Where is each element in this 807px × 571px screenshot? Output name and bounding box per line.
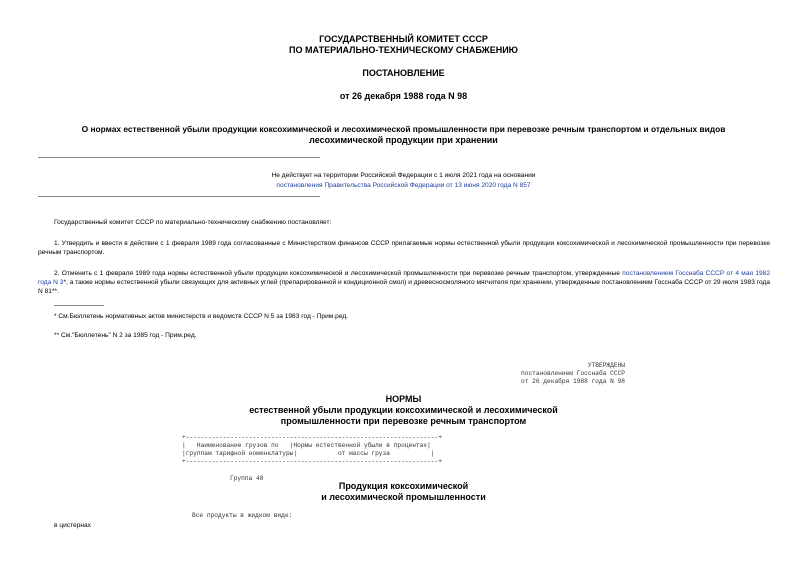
document-date: от 26 декабря 1988 года N 98 — [339, 91, 468, 101]
org-name-line1: ГОСУДАРСТВЕННЫЙ КОМИТЕТ СССР — [319, 34, 488, 44]
paragraph-2-text-b: *, а также нормы естественной убыли связующих для активных углей (препарированной и кондиционной смол) и древесносмоляного мягчителя при хранении, утвержденные постановлением Госснаба СССР от 29 июля 1983 года N 81**. — [38, 279, 771, 295]
table-border-top: +--------------------------------------------------------------------+ — [182, 434, 442, 441]
gossnab-decree-link[interactable]: постановлением Госснаба СССР от 4 мая 1982 года N 3 — [38, 270, 770, 286]
paragraph-2-text-a: 2. Отменить с 1 февраля 1989 года нормы естественной убыли продукции коксохимической и лесохимической промышленности при перевозке речным транспортом, утвержденные — [54, 270, 623, 277]
footnote-1: * См.Бюллетень нормативных актов министерств и ведомств СССР N 5 за 1983 год - Прим.ред. — [54, 313, 349, 320]
divider-bottom — [38, 196, 320, 197]
document-title-line1: О нормах естественной убыли продукции коксохимической и лесохимической промышленности при перевозке речным транспортом и отдельных видов — [81, 124, 726, 134]
intro-paragraph: Государственный комитет СССР по материально-техническому снабжению постановляет: — [54, 219, 332, 226]
document-title-line2: лесохимической продукции при хранении — [309, 135, 498, 145]
footnote-divider — [54, 305, 104, 306]
approved-line3: от 26 декабря 1988 года N 98 — [521, 378, 625, 385]
table-header-row2: |группам тарифной номенклатуры| от массы груза | — [182, 450, 435, 457]
norms-subtitle-line1: естественной убыли продукции коксохимической и лесохимической — [249, 405, 558, 415]
paragraph-1: 1. Утвердить и ввести в действие с 1 февраля 1989 года согласованные с Министерством финансов СССР прилагаемые нормы естественной убыли продукции коксохимической и лесохимической промышленности при перевозке речным транспортом. — [38, 240, 770, 256]
tanks-label: в цистернах — [54, 522, 91, 529]
document-type: ПОСТАНОВЛЕНИЕ — [362, 68, 445, 78]
paragraph-2 — [38, 269, 770, 296]
all-products-label: Все продукты в жидком виде: — [192, 512, 293, 519]
org-name-line2: ПО МАТЕРИАЛЬНО-ТЕХНИЧЕСКОМУ СНАБЖЕНИЮ — [289, 45, 518, 55]
approved-line1: УТВЕРЖДЕНЫ — [587, 362, 625, 369]
norms-title: НОРМЫ — [385, 394, 422, 404]
footnote-2: ** См."Бюллетень" N 2 за 1985 год - Прим.ред. — [54, 332, 197, 339]
table-header-row1: | Наименование грузов по |Нормы естественной убыли в процентах| — [182, 442, 431, 449]
status-note: Не действует на территории Российской Федерации с 1 июля 2021 года на основании — [271, 172, 536, 179]
group-label: Группа 48 — [230, 475, 264, 482]
norms-subtitle-line2: промышленности при перевозке речным транспортом — [280, 416, 527, 426]
approved-line2: постановлением Госснаба СССР — [521, 370, 625, 377]
group-title-line2: и лесохимической промышленности — [321, 492, 486, 502]
table-border-bottom: +--------------------------------------------------------------------+ — [182, 458, 442, 465]
group-title-line1: Продукция коксохимической — [338, 481, 469, 491]
status-note-link[interactable]: постановления Правительства Российской Федерации от 13 июня 2020 года N 857 — [276, 182, 531, 189]
divider-top — [38, 157, 320, 158]
